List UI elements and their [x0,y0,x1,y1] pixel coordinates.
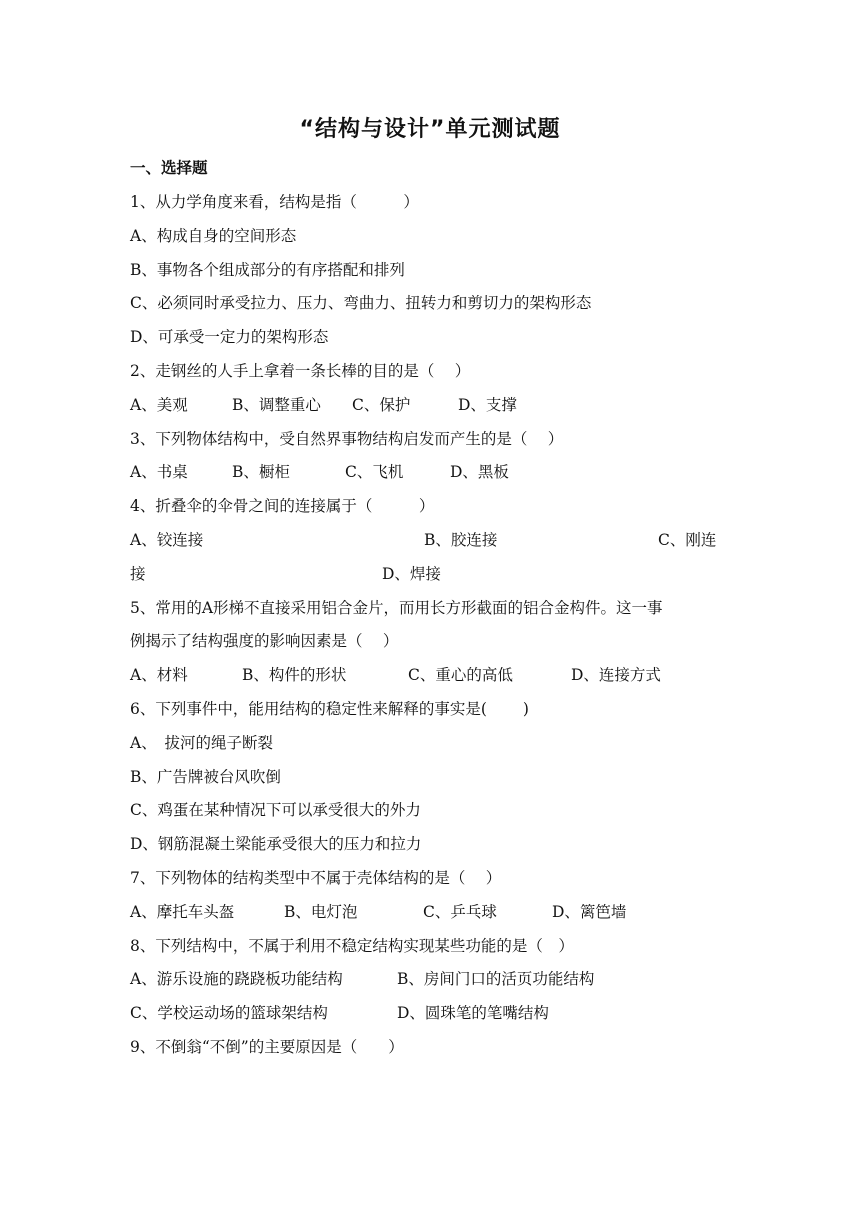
question-3-option-a: A、书桌 [130,463,188,482]
question-1-stem: 1、从力学角度来看，结构是指（ ） [130,193,419,211]
question-7-options [130,896,730,930]
question-2-stem: 2、走钢丝的人手上拿着一条长棒的目的是（ ） [130,361,471,380]
question-5-option-c: C、重心的高低 [408,666,513,685]
question-list [130,186,730,1065]
question-4-option-b: B、胶连接 [424,530,498,549]
question-4-options-cont [130,558,730,592]
question-3-stem: 3、下列物体结构中，受自然界事物结构启发而产生的是（ ） [130,429,564,448]
question-8-options-ab [130,963,730,997]
section-heading: 一、选择题 [130,159,208,177]
question-5-stem: 5、常用的A形梯不直接采用铝合金片，而用长方形截面的铝合金构件。这一事 [130,598,663,617]
question-8-stem: 8、下列结构中，不属于利用不稳定结构实现某些功能的是（ ） [130,936,574,955]
question-4-option-d: D、焊接 [382,564,441,583]
page-title: “结构与设计”单元测试题 [299,117,561,142]
question-7-option-a: A、摩托车头盔 [130,902,235,921]
question-2-option-a: A、美观 [130,395,188,414]
question-6-stem: 6、下列事件中，能用结构的稳定性来解释的事实是( ) [130,699,529,718]
question-3-option-b: B、橱柜 [232,463,290,482]
question-2-option-d: D、支撑 [458,395,517,414]
question-8-option-b: B、房间门口的活页功能结构 [397,970,595,989]
question-4-option-c: C、刚连 [658,530,717,549]
question-3-options [130,456,730,490]
question-4-option-c-cont: 接 [130,564,146,583]
question-1-option-a: A、构成自身的空间形态 [130,226,297,245]
question-5-options [130,659,730,693]
question-2-option-b: B、调整重心 [232,395,321,414]
question-6-option-c: C、鸡蛋在某种情况下可以承受很大的外力 [130,801,421,820]
question-9-stem: 9、不倒翁“不倒”的主要原因是（ ） [130,1037,404,1056]
question-2-options [130,389,730,423]
question-8-options-cd [130,997,730,1031]
question-5-option-a: A、材料 [130,666,188,685]
question-8-option-d: D、圆珠笔的笔嘴结构 [397,1004,549,1023]
question-2-option-c: C、保护 [352,395,411,414]
question-1-option-b: B、事物各个组成部分的有序搭配和排列 [130,260,405,279]
question-5-option-b: B、构件的形状 [242,666,347,685]
question-6-option-b: B、广告牌被台风吹倒 [130,767,281,786]
question-7-option-c: C、乒乓球 [423,902,497,921]
question-4-option-a: A、铰连接 [130,530,204,549]
question-8-option-a: A、游乐设施的跷跷板功能结构 [130,970,343,989]
question-5-option-d: D、连接方式 [571,666,661,685]
question-1-option-d: D、可承受一定力的架构形态 [130,328,329,347]
question-4-stem: 4、折叠伞的伞骨之间的连接属于（ ） [130,497,435,516]
question-6-option-d: D、钢筋混凝土梁能承受很大的压力和拉力 [130,835,422,854]
question-6-option-a: A、 拔河的绳子断裂 [130,733,273,752]
question-1-option-c: C、必须同时承受拉力、压力、弯曲力、扭转力和剪切力的架构形态 [130,294,592,313]
question-3-option-c: C、飞机 [345,463,404,482]
question-3-option-d: D、黑板 [450,463,509,482]
question-7-option-d: D、篱笆墙 [552,902,627,921]
question-4-options [130,524,730,558]
question-7-stem: 7、下列物体的结构类型中不属于壳体结构的是（ ） [130,868,502,887]
question-5-stem-cont: 例揭示了结构强度的影响因素是（ ） [130,632,399,651]
question-8-option-c: C、学校运动场的篮球架结构 [130,1004,328,1023]
question-7-option-b: B、电灯泡 [284,902,358,921]
